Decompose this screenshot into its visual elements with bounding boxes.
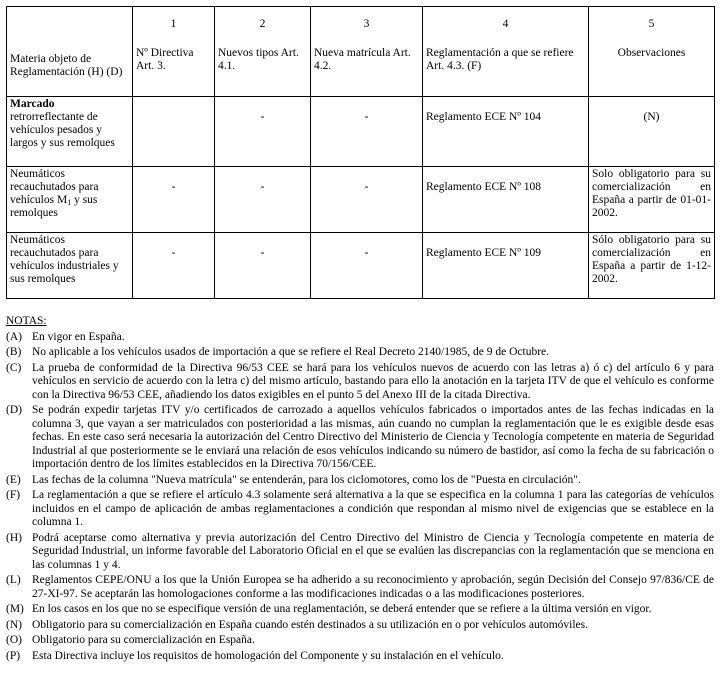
note-label: (D): [6, 404, 22, 416]
observaciones-cell: (N): [589, 97, 715, 167]
table-row: [7, 233, 715, 299]
materia-text: Neumáticos recauchutados para vehículos M: [10, 168, 99, 206]
note-text: Obligatorio para su comercialización en España.: [32, 634, 255, 646]
note-label: (P): [6, 649, 21, 662]
reglamentacion-cell: Reglamento ECE Nº 109: [423, 233, 589, 299]
note-text: La prueba de conformidad de la Directiva 96/53 CEE se hará para los vehículos nuevos de acuerdo con las letras a) ó c) del artículo 6 y para vehículos en servicio de acuerdo con la letra c) del mismo artículo, bastando para ello la anotación en la tarjeta ITV de que el vehículo es conforme con la Directiva 96/53 CEE, añadiendo los datos exigibles en el punto 5 del Anexo III de la citada Directiva.: [32, 361, 714, 401]
directiva-cell: -: [133, 233, 215, 299]
header-nuevos-tipos: Nuevos tipos Art. 4.1.: [215, 47, 311, 97]
note-item: [6, 489, 714, 530]
notes-title: NOTAS:: [6, 315, 47, 327]
note-item: [6, 603, 714, 617]
directiva-cell: -: [133, 167, 215, 233]
note-item: [6, 474, 714, 488]
note-item: [6, 331, 714, 345]
note-text: Reglamentos CEPE/ONU a los que la Unión Europea se ha adherido a su reconocimiento y aprobación, según Decisión del Consejo 97/836/CE de 27-XI-97. Se aceptarán las homologaciones conforme a las modificaciones indicadas o a las modificaciones posteriores.: [32, 574, 714, 600]
note-label: (C): [6, 361, 22, 374]
column-number: 3: [311, 7, 423, 48]
note-text: Obligatorio para su comercialización en España cuando estén destinados a su utilización en o por vehículos automóviles.: [32, 618, 588, 631]
table-row: [7, 97, 715, 167]
note-label: (E): [6, 473, 21, 486]
header-observaciones: Observaciones: [589, 47, 715, 97]
note-text: En vigor en España.: [32, 330, 125, 343]
note-text: La reglamentación a que se refiere el artículo 4.3 solamente será alternativa a la que se especifica en la columna 1 para las categorías de vehículos incluidos en el campo de aplicación de ambas reglamentaciones a condición que respondan al mismo nivel de exigencias que se establece en la columna 1.: [32, 489, 714, 528]
materia-cell: [7, 167, 133, 233]
directiva-cell: [133, 97, 215, 167]
materia-text: retrorreflectante de vehículos pesados y largos y sus remolques: [10, 111, 115, 149]
materia-bold: Marcado: [10, 98, 55, 110]
note-text: En los casos en los que no se especifique versión de una reglamentación, se deberá entender que se refiere a la última versión en vigor.: [32, 603, 652, 615]
note-item: [6, 532, 714, 573]
note-item: [6, 634, 714, 648]
note-text: No aplicable a los vehículos usados de importación a que se refiere el Real Decreto 2140/1985, de 9 de Octubre.: [32, 346, 550, 358]
materia-text-end: y sus remolques: [10, 194, 98, 219]
materia-cell: Neumáticos recauchutados para vehículos industriales y sus remolques: [7, 233, 133, 299]
note-label: (N): [6, 618, 22, 631]
column-number-row: [7, 7, 715, 48]
regulations-table: [6, 6, 715, 299]
nuevos-tipos-cell: -: [215, 97, 311, 167]
note-item: [6, 619, 714, 633]
note-item: [6, 346, 714, 360]
header-cell-empty: [7, 7, 133, 48]
column-number: 1: [133, 7, 215, 48]
note-label: (O): [6, 634, 22, 646]
nueva-matricula-cell: -: [311, 167, 423, 233]
note-label: (F): [6, 489, 21, 501]
reglamentacion-cell: Reglamento ECE Nº 108: [423, 167, 589, 233]
note-label: (B): [6, 346, 22, 358]
nuevos-tipos-cell: -: [215, 167, 311, 233]
note-label: (M): [6, 603, 24, 615]
nuevos-tipos-cell: -: [215, 233, 311, 299]
column-number: 4: [423, 7, 589, 48]
observaciones-cell: Solo obligatorio para su comercialización en España a partir de 01-01-2002.: [589, 167, 715, 233]
header-materia: Materia objeto de Reglamentación (H) (D): [7, 47, 133, 97]
nueva-matricula-cell: -: [311, 97, 423, 167]
note-label: (A): [6, 330, 22, 343]
document-page: [6, 6, 714, 665]
note-text: Esta Directiva incluye los requisitos de homologación del Componente y su instalación en el vehículo.: [32, 649, 504, 662]
note-label: (L): [6, 574, 21, 586]
note-item: [6, 574, 714, 601]
materia-subscript: 1: [67, 198, 72, 207]
column-number: 2: [215, 7, 311, 48]
note-text: Las fechas de la columna "Nueva matrícula" se entenderán, para los ciclomotores, como los de "Puesta en circulación".: [32, 473, 581, 486]
note-text: Se podrán expedir tarjetas ITV y/o certificados de carrozado a aquellos vehículos fabricados o importados antes de las fechas indicadas en la columna 3, que vayan a ser matriculados con posterioridad a las mismas, aún cuando no cumplan la reglamentación que le es exigible desde esas fechas. En este caso será necesaria la autorización del Centro Directivo del Ministerio de Ciencia y Tecnología competente en materia de Seguridad Industrial al que posteriormente se le enviará una relación de esos vehículos indicando su número de bastidor, así como la fecha de su fabricación o importación dentro de los límites establecidos en la Directiva 70/156/CEE.: [32, 404, 714, 470]
header-nueva-matricula: Nueva matrícula Art. 4.2.: [311, 47, 423, 97]
note-item: [6, 650, 714, 664]
note-label: (H): [6, 531, 22, 544]
note-item: [6, 404, 714, 472]
column-header-row: [7, 47, 715, 97]
header-directiva: Nº Directiva Art. 3.: [133, 47, 215, 97]
notes-section: [6, 315, 714, 663]
header-reglamentacion: Reglamentación a que se refiere Art. 4.3. (F): [423, 47, 589, 97]
note-item: [6, 362, 714, 403]
note-text: Podrá aceptarse como alternativa y previa autorización del Centro Directivo del Ministro de Ciencia y Tecnología competente en materia de Seguridad Industrial, un informe favorable del Laboratorio Oficial en el que se evalúen las discrepancias con la reglamentación que se menciona en las columnas 1 y 4.: [32, 531, 714, 571]
observaciones-cell: Sólo obligatorio para su comercialización en España a partir de 1-12-2002.: [589, 233, 715, 299]
reglamentacion-cell: Reglamento ECE Nº 104: [423, 97, 589, 167]
column-number: 5: [589, 7, 715, 48]
table-row: [7, 167, 715, 233]
nueva-matricula-cell: -: [311, 233, 423, 299]
materia-cell: [7, 97, 133, 167]
